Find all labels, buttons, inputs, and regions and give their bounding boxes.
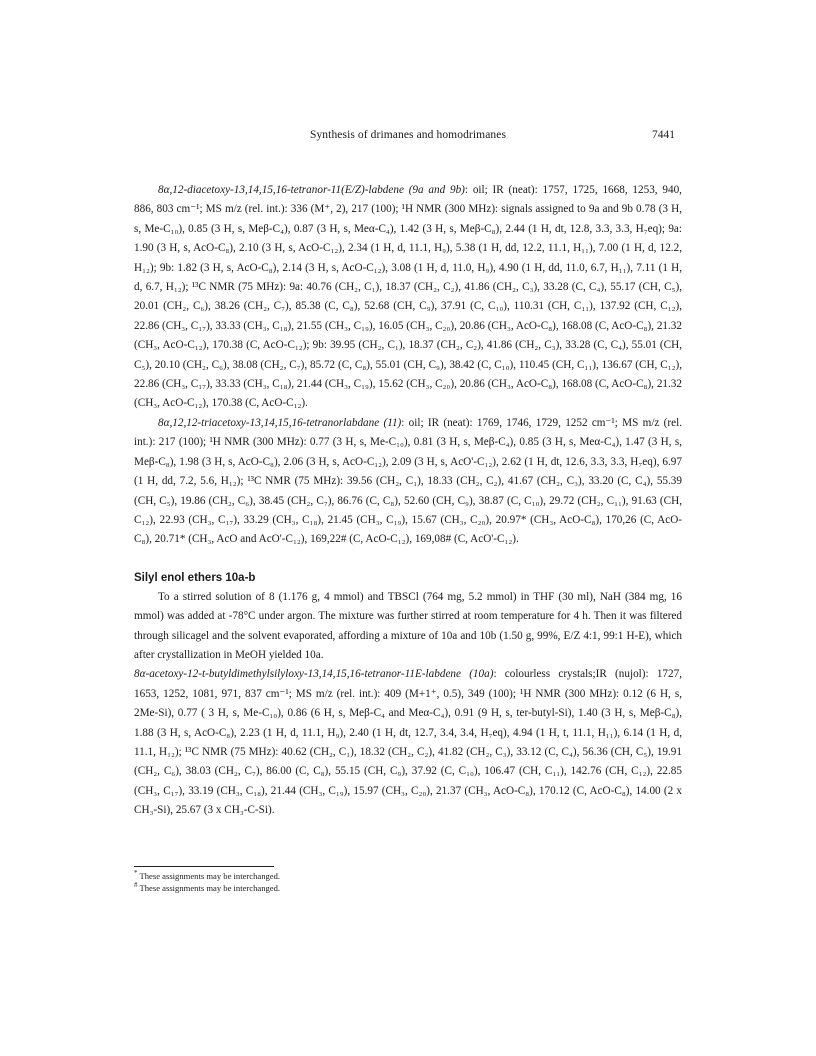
main-text [134, 181, 682, 821]
procedure-paragraph: To a stirred solution of 8 (1.176 g, 4 mmol) and TBSCl (764 mg, 5.2 mmol) in THF (30 ml), NaH (384 mg, 16 mmol) was added at -78°C under argon. The mixture was further stirred at room temperature for 4 h. Then it was filtered through silicagel and the solvent evaporated, affording a mixture of 10a and 10b (1.50 g, 99%, E/Z 4:1, 99:1 H-E), which after crystallization in MeOH yielded 10a. [134, 590, 682, 661]
compound-name: 8α,12,12-triacetoxy-13,14,15,16-tetranorlabdane (11) [158, 416, 402, 429]
compound-11-paragraph [134, 414, 682, 550]
section-heading: Silyl enol ethers 10a-b [134, 571, 256, 584]
running-title: Synthesis of drimanes and homodrimanes [309, 129, 507, 141]
footnotes [134, 870, 682, 894]
footnote-mark: # [134, 881, 138, 890]
compound-10a-paragraph [134, 665, 682, 820]
compound-9a-9b-paragraph [134, 181, 682, 414]
compound-data: : oil; IR (neat): 1757, 1725, 1668, 1253, 940, 886, 803 cm⁻¹; MS m/z (rel. int.): 336 (M⁺, 2), 217 (100); ¹H NMR (300 MHz): signals assigned to 9a and 9b 0.78 (3 H, s, Me-C₁₀), 0.85 (3 H, s, Meβ-C₄), 0.87 (3 H, s, Meα-C₄), 1.42 (3 H, s, Meβ-C₈), 2.44 (1 H, dt, 12.8, 3.3, 3.3, H₇eq); 9a: 1.90 (3 H, s, AcO-C₈), 2.10 (3 H, s, AcO-C₁₂), 2.34 (1 H, d, 11.1, H₉), 5.38 (1 H, dd, 12.2, 11.1, H₁₁), 7.00 (1 H, d, 12.2, H₁₂); 9b: 1.82 (3 H, s, AcO-C₈), 2.14 (3 H, s, AcO-C₁₂), 3.08 (1 H, d, 11.0, H₉), 4.90 (1 H, dd, 11.0, 6.7, H₁₁), 7.11 (1 H, d, 6.7, H₁₂); ¹³C NMR (75 MHz): 9a: 40.76 (CH₂, C₁), 18.37 (CH₂, C₂), 41.86 (CH₂, C₃), 33.28 (C, C₄), 55.17 (CH, C₅), 20.01 (CH₂, C₆), 38.26 (CH₂, C₇), 85.38 (C, C₈), 52.68 (CH, C₉), 37.91 (C, C₁₀), 110.31 (CH, C₁₁), 137.92 (CH, C₁₂), 22.86 (CH₃, C₁₇), 33.33 (CH₃, C₁₈), 21.55 (CH₃, C₁₉), 16.05 (CH₃, C₂₀), 20.86 (CH₃, AcO-C₈), 168.08 (C, AcO-C₈), 21.32 (CH₃, AcO-C₁₂), 170.38 (C, AcO-C₁₂); 9b: 39.95 (CH₂, C₁), 18.37 (CH₂, C₂), 41.86 (CH₂, C₃), 33.28 (C, C₄), 55.01 (CH, C₅), 20.10 (CH₂, C₆), 38.08 (CH₂, C₇), 85.72 (C, C₈), 55.01 (CH, C₉), 38.42 (C, C₁₀), 110.45 (CH, C₁₁), 136.67 (CH, C₁₂), 22.86 (CH₃, C₁₇), 33.33 (CH₃, C₁₈), 21.44 (CH₃, C₁₉), 15.62 (CH₃, C₂₀), 20.86 (CH₃, AcO-C₈), 168.08 (C, AcO-C₈), 21.32 (CH₃, AcO-C₁₂), 170.38 (C, AcO-C₁₂). [134, 184, 682, 410]
compound-data: : oil; IR (neat): 1769, 1746, 1729, 1252 cm⁻¹; MS m/z (rel. int.): 217 (100); ¹H NMR (300 MHz): 0.77 (3 H, s, Me-C₁₀), 0.81 (3 H, s, Meβ-C₄), 0.85 (3 H, s, Meα-C₄), 1.47 (3 H, s, Meβ-C₈), 1.98 (3 H, s, AcO-C₈), 2.06 (3 H, s, AcO-C₁₂), 2.09 (3 H, s, AcO'-C₁₂), 2.62 (1 H, dt, 12.6, 3.3, 3.3, H₇eq), 6.97 (1 H, dd, 7.2, 5.6, H₁₂); ¹³C NMR (75 MHz): 39.56 (CH₂, C₁), 18.33 (CH₂, C₂), 41.67 (CH₂, C₃), 33.20 (C, C₄), 55.39 (CH, C₅), 19.86 (CH₂, C₆), 38.45 (CH₂, C₇), 86.76 (C, C₈), 52.60 (CH, C₉), 38.87 (C, C₁₀), 29.72 (CH₂, C₁₁), 91.63 (CH, C₁₂), 22.93 (CH₃, C₁₇), 33.29 (CH₃, C₁₈), 21.45 (CH₃, C₁₉), 15.67 (CH₃, C₂₀), 20.97* (CH₃, AcO-C₈), 170,26 (C, AcO-C₈), 20.71* (CH₃, AcO and AcO'-C₁₂), 169,22# (C, AcO-C₁₂), 169,08# (C, AcO'-C₁₂). [134, 416, 682, 546]
footnote-asterisk [134, 870, 682, 882]
page-number: 7441 [652, 129, 675, 141]
footnote-divider [134, 866, 274, 867]
footnote-mark: * [134, 869, 138, 878]
compound-name: 8α-acetoxy-12-t-butyldimethylsilyloxy-13,14,15,16-tetranor-11E-labdene (10a) [134, 668, 494, 681]
compound-data: : colourless crystals;IR (nujol): 1727, 1653, 1252, 1081, 971, 837 cm⁻¹; MS m/z (rel. int.): 409 (M+1⁺, 0.5), 349 (100); ¹H NMR (300 MHz): 0.12 (6 H, s, 2Me-Si), 0.77 ( 3 H, s, Me-C₁₀), 0.86 (6 H, s, Meβ-C₄ and Meα-C₄), 0.91 (9 H, s, ter-butyl-Si), 1.40 (3 H, s, Meβ-C₈), 1.88 (3 H, s, AcO-C₈), 2.23 (1 H, d, 11.1, H₉), 2.40 (1 H, dt, 12.7, 3.4, 3.4, H₇eq), 4.94 (1 H, t, 11.1, H₁₁), 6.14 (1 H, d, 11.1, H₁₂); ¹³C NMR (75 MHz): 40.62 (CH₂, C₁), 18.32 (CH₂, C₂), 41.82 (CH₂, C₃), 33.12 (C, C₄), 56.36 (CH, C₅), 19.91 (CH₂, C₆), 38.03 (CH₂, C₇), 86.00 (C, C₈), 55.15 (CH, C₉), 37.92 (C, C₁₀), 106.47 (CH, C₁₁), 142.76 (CH, C₁₂), 22.85 (CH₃, C₁₇), 33.19 (CH₃, C₁₈), 21.44 (CH₃, C₁₉), 15.97 (CH₃, C₂₀), 21.37 (CH₃, AcO-C₈), 170.12 (C, AcO-C₈), 14.00 (2 x CH₃-Si), 25.67 (3 x CH₃-C-Si). [134, 668, 682, 817]
compound-name: 8α,12-diacetoxy-13,14,15,16-tetranor-11(E/Z)-labdene (9a and 9b) [158, 184, 465, 196]
footnote-text: These assignments may be interchanged. [139, 883, 281, 893]
footnote-hash [134, 882, 682, 894]
footnote-text: These assignments may be interchanged. [139, 871, 281, 881]
